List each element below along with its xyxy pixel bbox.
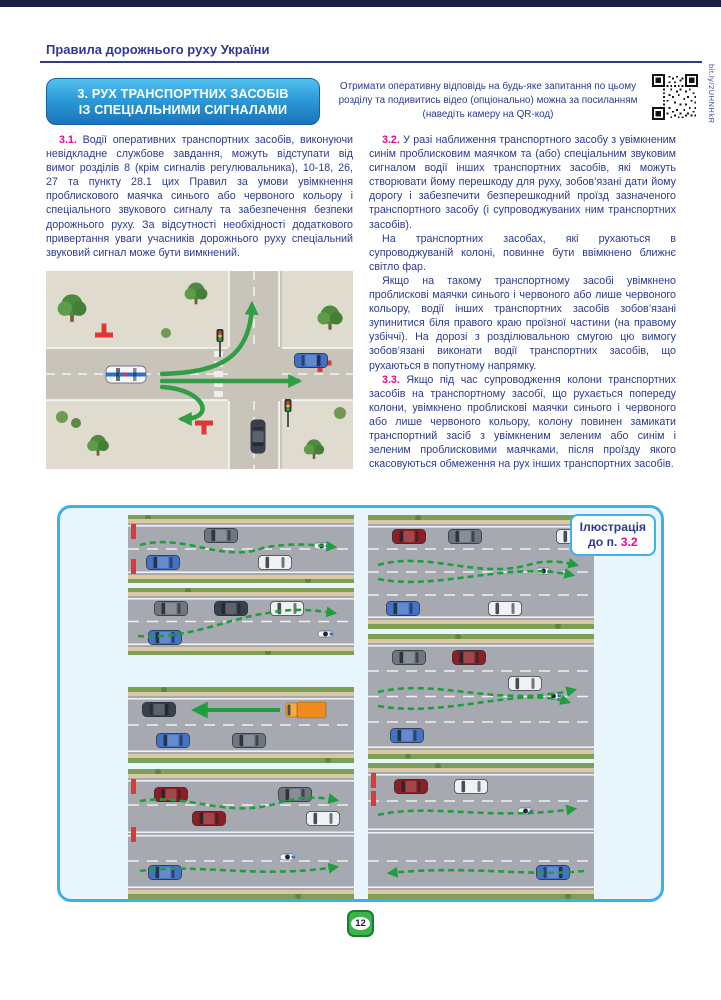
qr-code (652, 74, 698, 120)
section-title-line1: 3. РУХ ТРАНСПОРТНИХ ЗАСОБІВ (77, 86, 289, 101)
page-top-bar (0, 0, 721, 7)
qr-link-text: bit.ly/2UHNHkR (707, 64, 716, 124)
right-column (369, 133, 676, 471)
section-title-line2: ІЗ СПЕЦІАЛЬНИМИ СИГНАЛАМИ (78, 102, 288, 117)
document-title: Правила дорожнього руху України (46, 42, 270, 57)
car-icon (294, 353, 327, 367)
paragraph-3-1 (46, 133, 353, 260)
paragraph-text: У разі наближення транспортного засобу з увімкненим синім проблисковим маячком та (або) спеціальним звуковим сигналом водії інших транспортних засобів, які можуть створювати йому перешкоду для руху, зобов’язані дати йому дорогу і забезпечити безперешкодний проїзд зазначеного транспортного засобу (і супроводжуваних ним транспортних засобів). (369, 134, 676, 231)
road-scene-left-4 (128, 769, 354, 899)
road-scene-left-3 (128, 687, 354, 763)
page-number-badge (347, 910, 374, 937)
illustration-panel (57, 505, 664, 902)
paragraph-3-2 (369, 133, 676, 232)
paragraph-text: Якщо під час супроводження колони транспортних засобів на транспортному засобі, що рухається попереду колони, увімкнено проблискові маячки синього і червоного або лише червоного кольору, колону повинен замикати транспортний засіб з увімкненим зеленим або синім і зеленим проблисковими маячками, після проїзду якого скасовуються обмеження на рух інших транспортних засобів. (369, 373, 676, 471)
paragraph-3-2b: На транспортних засобах, які рухаються в супроводжуваній колоні, повинне бути ввімкнено ближнє світло фар. (369, 232, 676, 273)
car-icon (251, 420, 265, 453)
header-rule (40, 61, 702, 63)
intersection-illustration (46, 271, 353, 469)
paragraph-number: 3.1. (59, 134, 77, 146)
illustration-label-line2: до п. 3.2 (588, 535, 638, 549)
page-number: 12 (351, 917, 370, 930)
illustration-label-line1: Ілюстрація (579, 520, 646, 534)
section-banner (46, 78, 320, 125)
paragraph-3-3 (369, 373, 676, 472)
road-scene-right-1 (368, 515, 594, 629)
paragraph-text: Водії оперативних транспортних засобів, виконуючи невідкладне службове завдання, можуть відступати від вимог розділів 8 (крім сигналів регулювальника), 10-18, 26, 27 та пункту 28.1 цих Правил за умови увімкнення проблискового маячка синього або червоного кольору і спеціального звукового сигналу та забезпечення безпеки дорожнього руху. За відсутності необхідності додаткового привертання уваги учасників дорожнього руху спеціальний звуковий сигнал може бути вимкнений. (46, 134, 353, 259)
road-scene-left-1 (128, 515, 354, 583)
paragraph-3-2c: Якщо на такому транспортному засобі увімкнено проблискові маячки синього і червоного або лише червоного кольору, водії інших транспортних засобів зобов’язані зупинитися біля правого краю проїзної частини (на правому узбіччі). На дорозі з розділювальною смугою цю вимогу зобов’язані виконати водії транспортних засобів, що рухаються в попутному напрямку. (369, 274, 676, 372)
illustration-label (570, 514, 656, 556)
paragraph-number: 3.2. (382, 134, 400, 146)
left-column (46, 133, 353, 469)
road-scene-right-2 (368, 634, 594, 759)
road-scene-right-3 (368, 763, 594, 899)
intersection-scene (46, 271, 353, 469)
road-scene-left-2 (128, 588, 354, 655)
police-car-icon (106, 366, 146, 383)
paragraph-number: 3.3. (382, 373, 400, 386)
qr-note-text: Отримати оперативну відповідь на будь-яке запитання по цьому розділу та подивитись відео (опціонально) можна за посиланням (наведіть камеру на QR-код) (338, 81, 638, 120)
illustration-label-number: 3.2 (620, 535, 638, 549)
